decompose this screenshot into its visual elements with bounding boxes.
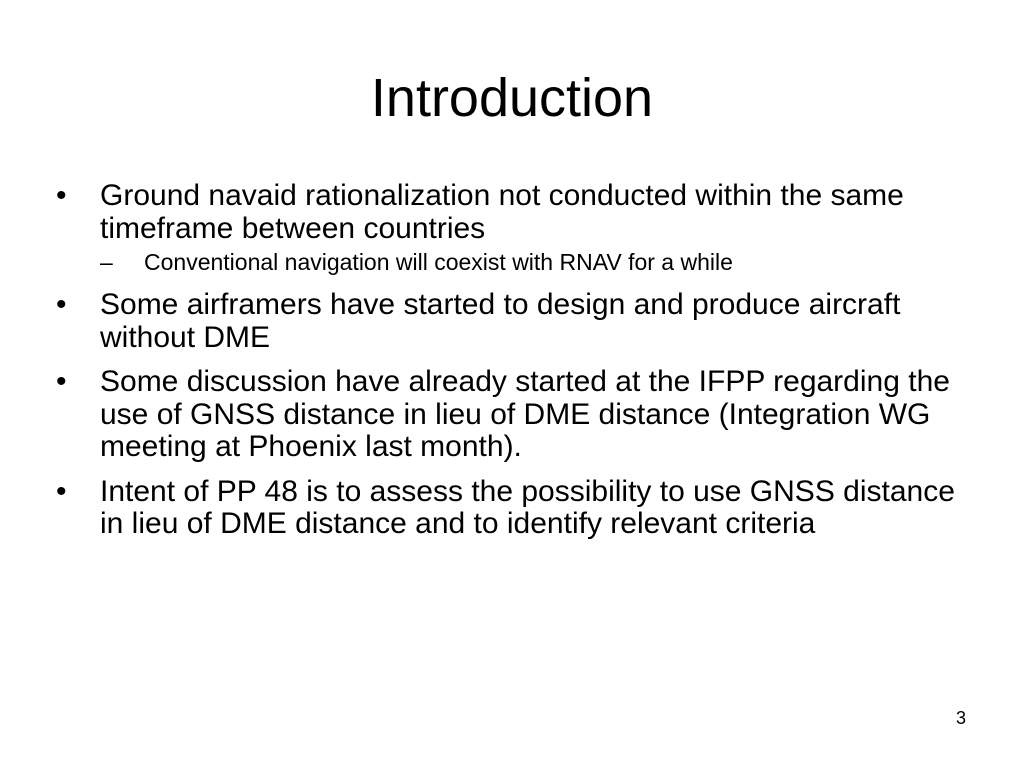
sub-bullet-item	[100, 247, 956, 277]
bullet-marker: •	[56, 179, 67, 212]
bullet-text: Ground navaid rationalization not conducted within the same timeframe between countries	[100, 179, 904, 245]
bullet-item	[56, 476, 956, 541]
bullet-text: Intent of PP 48 is to assess the possibility to use GNSS distance in lieu of DME distance and to identify relevant criteria	[100, 474, 955, 540]
page-number: 3	[955, 708, 966, 728]
bullet-marker: •	[56, 288, 67, 321]
bullet-item	[56, 366, 956, 464]
sub-bullet-marker: –	[100, 249, 113, 275]
slide-title: Introduction	[370, 68, 654, 128]
bullet-list	[56, 180, 956, 553]
sub-bullet-text: Conventional navigation will coexist with RNAV for a while	[144, 249, 733, 275]
bullet-item	[56, 180, 956, 277]
bullet-text: Some discussion have already started at the IFPP regarding the use of GNSS distance in lieu of DME distance (Integration WG meeting at Phoenix last month).	[100, 365, 950, 463]
bullet-marker: •	[56, 474, 67, 508]
bullet-text: Some airframers have started to design and produce aircraft without DME	[100, 288, 901, 354]
bullet-item	[56, 289, 956, 354]
bullet-marker: •	[56, 365, 67, 398]
